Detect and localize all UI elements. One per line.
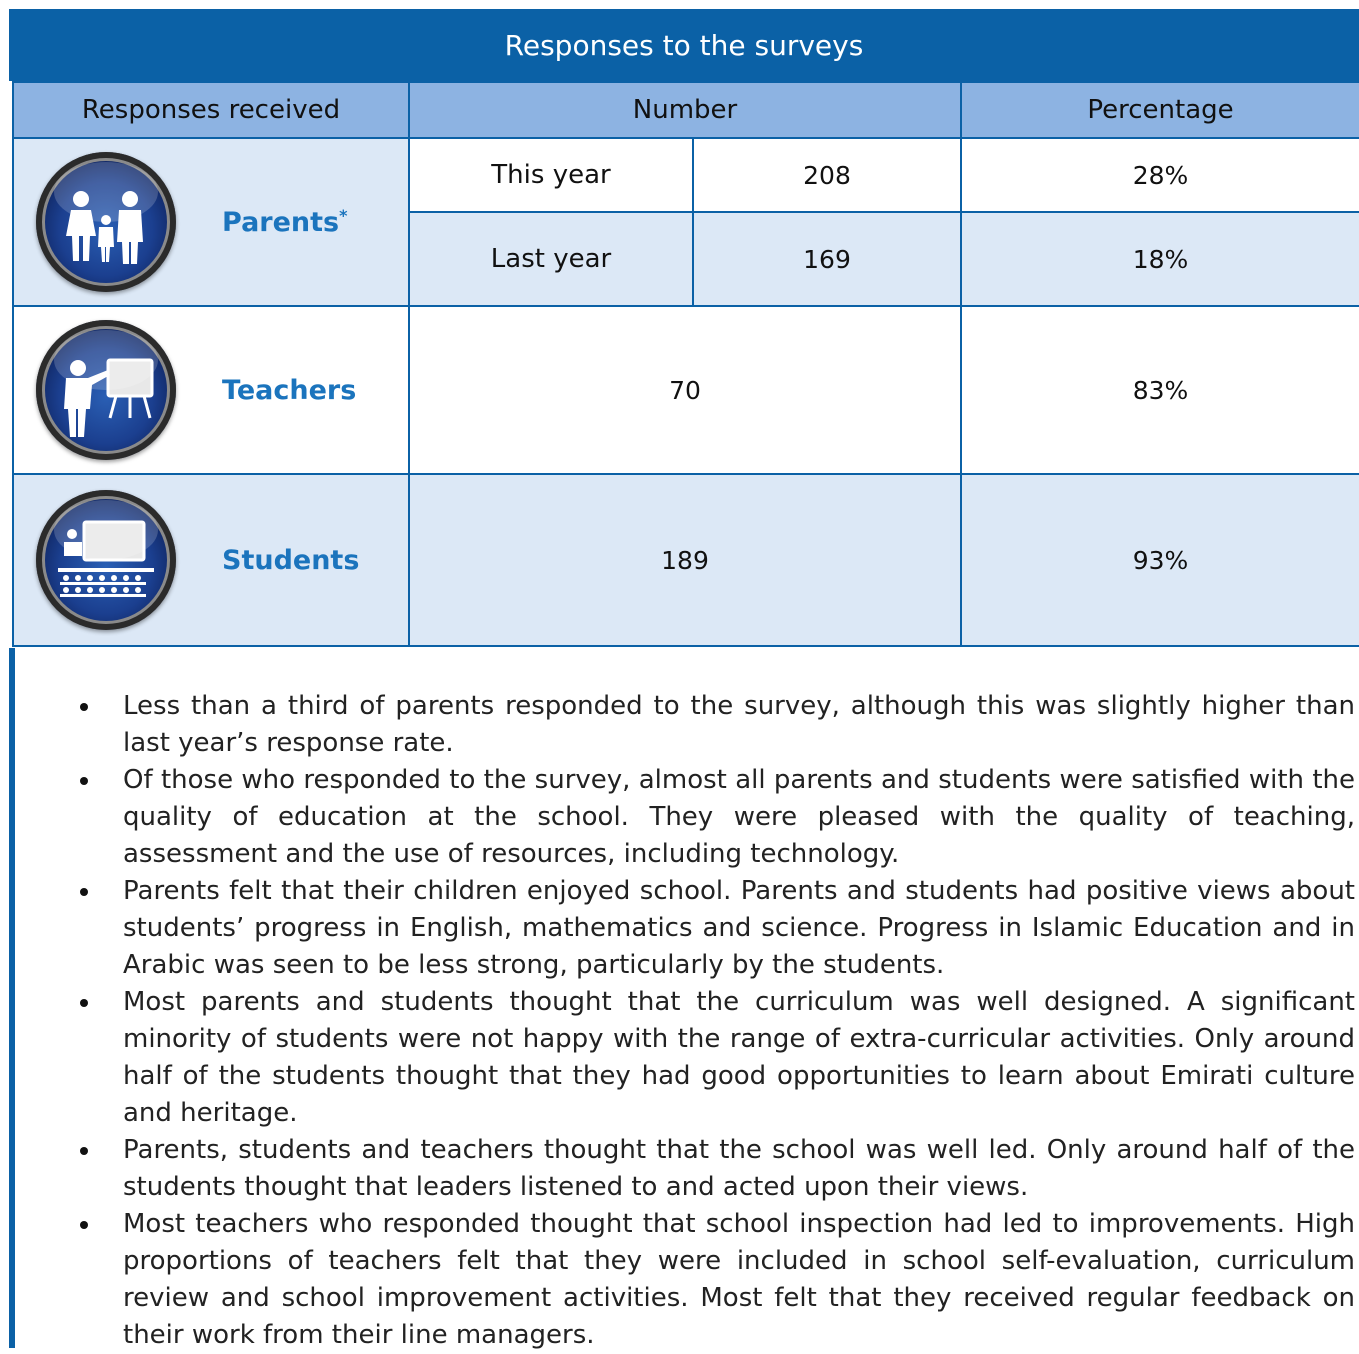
teachers-label: Teachers	[222, 374, 357, 406]
list-item: Parents felt that their children enjoyed school. Parents and students had positive views about students’ progress in English, mathematics and science. Progress in Islamic Education and in Arabic was seen to be less strong, particularly by the students.	[80, 873, 1355, 984]
survey-findings-list	[80, 688, 1355, 1354]
parents-this-year-percentage: 28%	[961, 138, 1359, 212]
teacher-board-icon	[36, 320, 176, 460]
list-item: Most parents and students thought that the curriculum was well designed. A significant minority of students were not happy with the range of extra-curricular activities. Only around half of the students thought that they had good opportunities to learn about Emirati culture and heritage.	[80, 984, 1355, 1132]
teachers-group-cell	[13, 306, 409, 474]
header-number: Number	[409, 82, 961, 138]
left-margin-rule	[9, 648, 15, 1348]
table-title: Responses to the surveys	[9, 9, 1359, 81]
parents-last-year-number: 169	[693, 212, 961, 306]
bullet-icon	[80, 999, 88, 1007]
students-group-cell	[13, 474, 409, 646]
students-label: Students	[222, 544, 360, 576]
bullet-icon	[80, 1147, 88, 1155]
list-item: Less than a third of parents responded to the survey, although this was slightly higher than last year’s response rate.	[80, 688, 1355, 762]
parents-this-year-label: This year	[409, 138, 693, 212]
parents-label: Parents*	[222, 206, 348, 238]
list-item: Most teachers who responded thought that school inspection had led to improvements. High proportions of teachers felt that they were included in school self-evaluation, curriculum review and school improvement activities. Most felt that they received regular feedback on their work from their line managers.	[80, 1206, 1355, 1354]
teachers-number: 70	[409, 306, 961, 474]
students-percentage: 93%	[961, 474, 1359, 646]
parents-last-year-label: Last year	[409, 212, 693, 306]
survey-responses-table	[12, 81, 1359, 647]
bullet-icon	[80, 1221, 88, 1229]
bullet-icon	[80, 777, 88, 785]
classroom-icon	[36, 490, 176, 630]
header-percentage: Percentage	[961, 82, 1359, 138]
parents-this-year-number: 208	[693, 138, 961, 212]
list-item: Of those who responded to the survey, almost all parents and students were satisfied with the quality of education at the school. They were pleased with the quality of teaching, assessment and the use of resources, including technology.	[80, 762, 1355, 873]
students-number: 189	[409, 474, 961, 646]
bullet-icon	[80, 888, 88, 896]
bullet-icon	[80, 703, 88, 711]
parents-footnote-marker: *	[339, 206, 348, 225]
teachers-percentage: 83%	[961, 306, 1359, 474]
header-responses-received: Responses received	[13, 82, 409, 138]
family-icon	[36, 152, 176, 292]
parents-group-cell	[13, 138, 409, 306]
list-item: Parents, students and teachers thought that the school was well led. Only around half of the students thought that leaders listened to and acted upon their views.	[80, 1132, 1355, 1206]
parents-last-year-percentage: 18%	[961, 212, 1359, 306]
